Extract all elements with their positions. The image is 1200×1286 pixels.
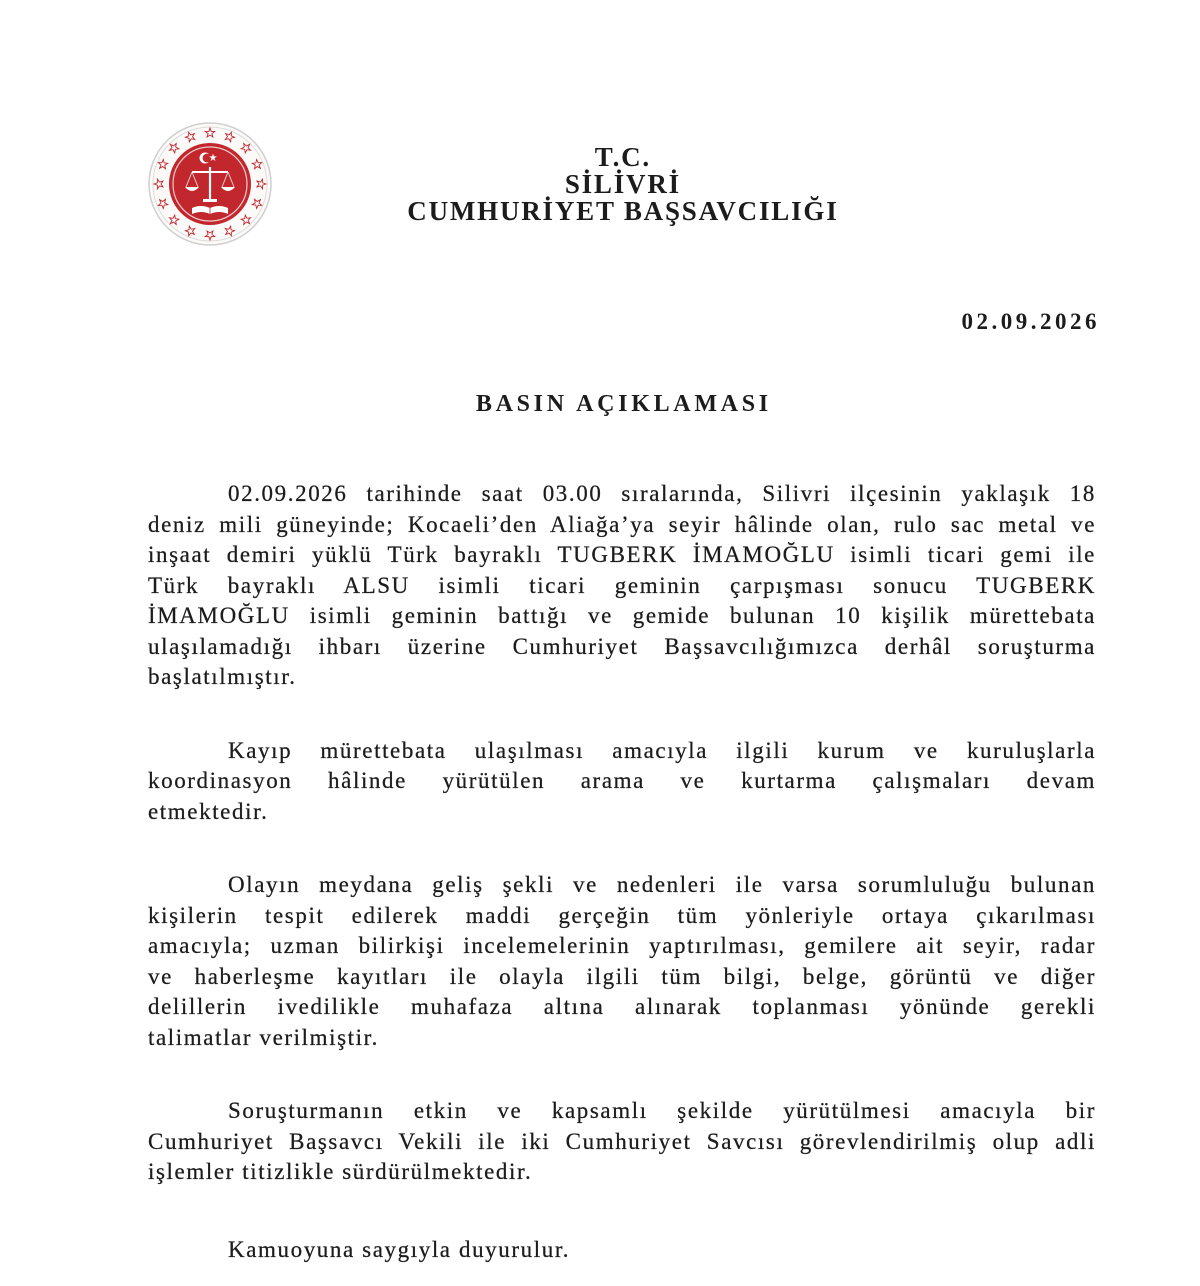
paragraph-line: ulaşılamadığı ihbarı üzerine Cumhuriyet Başsavcılığımızca derhâl soruşturma — [148, 633, 1096, 659]
paragraph-line: işlemler titizlikle sürdürülmektedir. — [148, 1159, 533, 1184]
paragraph-4 — [148, 1096, 1096, 1188]
document-date: 02.09.2026 — [961, 309, 1100, 334]
paragraph-line: kişilerin tespit edilerek maddi gerçeğin tüm yönleriyle ortaya çıkarılması — [148, 902, 1096, 928]
paragraph-3 — [148, 870, 1096, 1053]
closing-statement: Kamuoyuna saygıyla duyurulur. — [228, 1236, 571, 1262]
paragraph-line: koordinasyon hâlinde yürütülen arama ve kurtarma çalışmaları devam — [148, 768, 1096, 793]
document-body — [148, 479, 1096, 1265]
paragraph-line: talimatlar verilmiştir. — [148, 1024, 379, 1050]
paragraph-line: 02.09.2026 tarihinde saat 03.00 sıralarında, Silivri ilçesinin yaklaşık 18 — [228, 481, 1096, 506]
paragraph-line: inşaat demiri yüklü Türk bayraklı TUGBERK İMAMOĞLU isimli ticari gemi ile — [148, 542, 1096, 567]
paragraph-line: Soruşturmanın etkin ve kapsamlı şekilde yürütülmesi amacıyla bir — [228, 1098, 1096, 1123]
paragraph-line: ve haberleşme kayıtları ile olayla ilgili tüm bilgi, belge, görüntü ve diğer — [148, 963, 1096, 989]
paragraph-line: Kayıp mürettebata ulaşılması amacıyla ilgili kurum ve kuruluşlarla — [228, 737, 1096, 763]
header-line-office: CUMHURİYET BAŞSAVCILIĞI — [407, 196, 839, 226]
paragraph-2 — [148, 736, 1096, 828]
paragraph-line: İMAMOĞLU isimli geminin battığı ve gemide bulunan 10 kişilik mürettebata — [148, 603, 1096, 628]
document-title: BASIN AÇIKLAMASI — [475, 391, 772, 417]
paragraph-line: Olayın meydana geliş şekli ve nedenleri ile varsa sorumluluğu bulunan — [228, 872, 1096, 897]
paragraph-1 — [148, 479, 1096, 693]
paragraph-line: Cumhuriyet Başsavcı Vekili ile iki Cumhuriyet Savcısı görevlendirilmiş olup adli — [148, 1128, 1096, 1154]
paragraph-line: Türk bayraklı ALSU isimli ticari geminin çarpışması sonucu TUGBERK — [148, 572, 1096, 598]
paragraph-line: etmektedir. — [148, 798, 269, 824]
header-line-tc: T.C. — [594, 142, 651, 172]
paragraph-line: delillerin ivedilikle muhafaza altına alınarak toplanması yönünde gerekli — [148, 994, 1096, 1019]
paragraph-line: deniz mili güneyinde; Kocaeli’den Aliağa’ya seyir hâlinde olan, rulo sac metal ve — [148, 511, 1096, 537]
institution-header — [148, 144, 1096, 225]
paragraph-line: başlatılmıştır. — [148, 664, 297, 689]
paragraph-line: amacıyla; uzman bilirkişi incelemelerinin yaptırılması, gemilere ait seyir, radar — [148, 933, 1096, 958]
header-line-city: SİLİVRİ — [564, 169, 681, 199]
